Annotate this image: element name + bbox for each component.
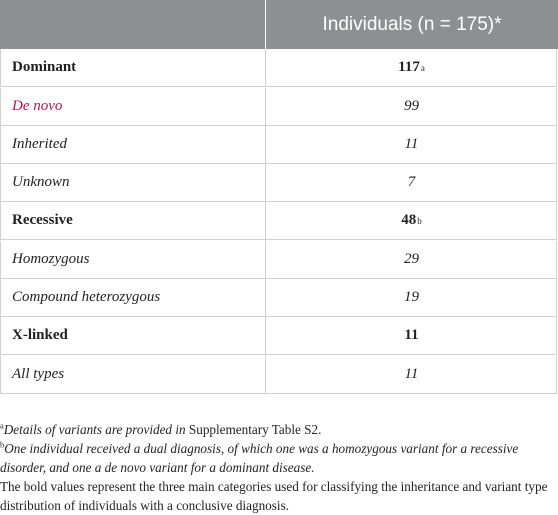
footnote-a-reference: Supplementary Table S2. bbox=[185, 422, 322, 437]
row-label: Unknown bbox=[1, 164, 266, 201]
footnote-a bbox=[0, 420, 556, 439]
row-value-cell bbox=[266, 356, 557, 393]
footnote-b bbox=[0, 439, 556, 477]
row-label: De novo bbox=[1, 88, 266, 125]
table-footnotes bbox=[0, 420, 556, 515]
row-label: Recessive bbox=[1, 202, 266, 239]
row-label: Compound heterozygous bbox=[1, 279, 266, 316]
row-value: 99 bbox=[404, 98, 419, 114]
footnote-a-marker: a bbox=[0, 420, 4, 431]
row-value: 19 bbox=[404, 289, 419, 305]
table-row bbox=[0, 317, 557, 355]
row-value: 11 bbox=[404, 366, 419, 382]
row-value: 29 bbox=[404, 251, 419, 267]
table-row bbox=[0, 164, 557, 202]
header-individuals: Individuals (n = 175)* bbox=[322, 13, 502, 35]
row-value-cell bbox=[266, 241, 557, 278]
table-row bbox=[0, 202, 557, 240]
row-value: 11 bbox=[404, 327, 419, 343]
row-label: X-linked bbox=[1, 317, 266, 354]
footnote-b-marker: b bbox=[0, 439, 5, 450]
row-value: 7 bbox=[407, 174, 416, 190]
table-row bbox=[0, 126, 557, 164]
row-value: 48 bbox=[401, 212, 417, 228]
footnote-a-text: Details of variants are provided in bbox=[3, 422, 186, 437]
row-value-cell bbox=[266, 164, 557, 201]
table-row bbox=[0, 279, 557, 317]
row-value: 11 bbox=[404, 136, 419, 152]
footnote-b-text: One individual received a dual diagnosis, of which one was a homozygous variant for a recessive disorder, and one a de novo variant for a dominant disease. bbox=[0, 441, 519, 475]
table-row bbox=[0, 356, 557, 394]
row-value-cell: 117 a bbox=[398, 59, 425, 75]
row-label: All types bbox=[1, 356, 266, 393]
footnote-bold-note: The bold values represent the three main categories used for classifying the inheritance and variant type distribution of individuals with a conclusive diagnosis. bbox=[0, 479, 548, 513]
row-label: Homozygous bbox=[1, 241, 266, 278]
table-row bbox=[0, 88, 557, 126]
table-row bbox=[0, 241, 557, 279]
row-value-cell bbox=[266, 126, 557, 163]
row-value-cell bbox=[266, 317, 557, 354]
row-label: Dominant bbox=[1, 49, 266, 86]
row-value-cell: 48 b bbox=[401, 212, 422, 228]
row-label: Inherited bbox=[1, 126, 266, 163]
row-value-cell bbox=[266, 88, 557, 125]
table-row bbox=[0, 49, 557, 87]
row-value-cell bbox=[266, 279, 557, 316]
row-value: 117 bbox=[398, 59, 420, 75]
table-header bbox=[0, 0, 558, 49]
